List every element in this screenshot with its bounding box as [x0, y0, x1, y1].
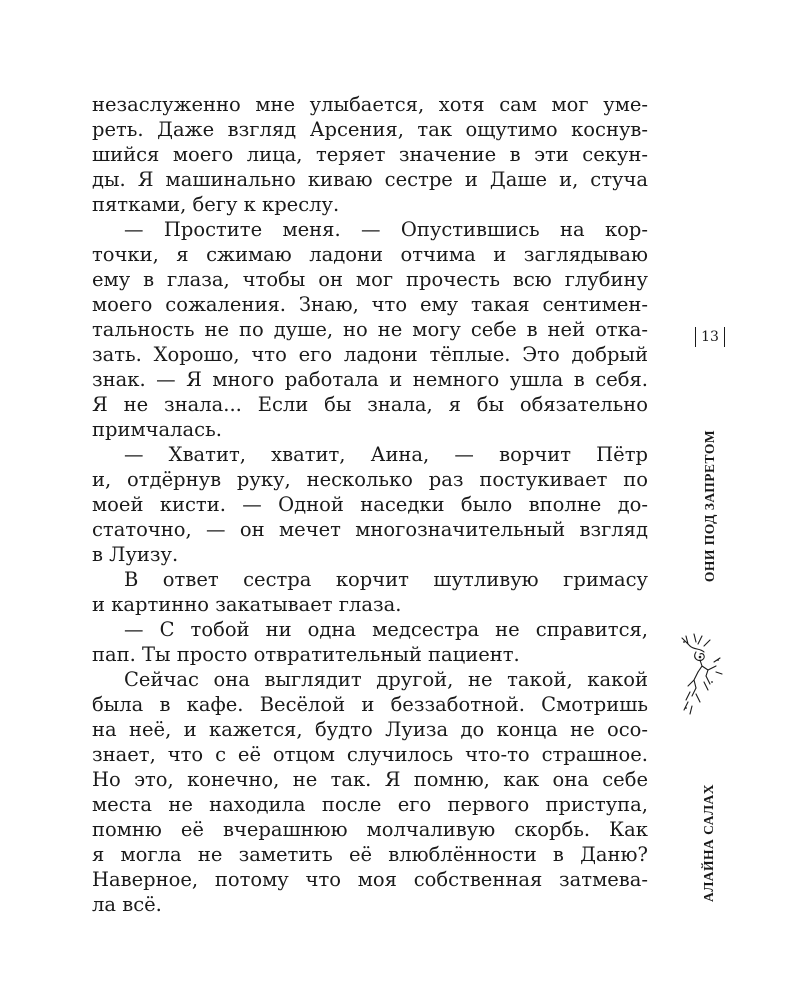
text-line: точки, я сжимаю ладони отчима и заглядываю: [92, 243, 648, 266]
text-line: незаслуженно мне улыбается, хотя сам мог уме-: [92, 93, 648, 116]
text-line: знак. — Я много работала и немного ушла в себя.: [92, 368, 648, 391]
page-number-frame: [695, 327, 725, 347]
text-line: Сейчас она выглядит другой, не такой, какой: [124, 668, 648, 691]
text-line: Наверное, потому что моя собственная затмева-: [92, 868, 648, 891]
text-line: Но это, конечно, не так. Я помню, как она себе: [92, 768, 648, 791]
text-line: Я не знала... Если бы знала, я бы обязательно: [92, 393, 648, 416]
text-line: — Хватит, хватит, Аина, — ворчит Пётр: [124, 443, 648, 466]
text-line: — Простите меня. — Опустившись на кор-: [124, 218, 648, 241]
author-name: АЛАЙНА САЛАХ: [701, 783, 716, 903]
text-line: ла всё.: [92, 893, 162, 916]
text-line: помню её вчерашнюю молчаливую скорбь. Как: [92, 818, 648, 841]
text-line: В ответ сестра корчит шутливую гримасу: [124, 568, 648, 591]
text-line: статочно, — он мечет многозначительный взгляд: [92, 518, 648, 541]
text-line: и, отдёрнув руку, несколько раз постукивает по: [92, 468, 648, 491]
text-line: на неё, и кажется, будто Луиза до конца не осо-: [92, 718, 648, 741]
text-line: была в кафе. Весёлой и беззаботной. Смотришь: [92, 693, 648, 716]
text-line: пятками, бегу к креслу.: [92, 193, 340, 216]
page-number: 13: [701, 329, 719, 345]
text-line: ему в глаза, чтобы он мог прочесть всю глубину: [92, 268, 648, 291]
book-title: ОНИ ПОД ЗАПРЕТОМ: [702, 429, 717, 583]
flourish-ornament-icon: [676, 632, 726, 716]
page-body-text: [92, 92, 648, 917]
text-line: места не находила после его первого приступа,: [92, 793, 648, 816]
text-line: шийся моего лица, теряет значение в эти секун-: [92, 143, 648, 166]
text-line: примчалась.: [92, 418, 222, 441]
text-line: — С тобой ни одна медсестра не справится,: [124, 618, 648, 641]
text-line: реть. Даже взгляд Арсения, так ощутимо коснув-: [92, 118, 648, 141]
text-line: в Луизу.: [92, 543, 179, 566]
text-line: тальность не по душе, но не могу себе в ней отка-: [92, 318, 648, 341]
text-line: и картинно закатывает глаза.: [92, 593, 402, 616]
text-line: пап. Ты просто отвратительный пациент.: [92, 643, 520, 666]
text-line: я могла не заметить её влюблённости в Даню?: [92, 843, 648, 866]
text-line: моей кисти. — Одной наседки было вполне до-: [92, 493, 648, 516]
text-line: зать. Хорошо, что его ладони тёплые. Это добрый: [92, 343, 648, 366]
text-line: ды. Я машинально киваю сестре и Даше и, стуча: [92, 168, 648, 191]
text-line: знает, что с её отцом случилось что-то страшное.: [92, 743, 648, 766]
text-line: моего сожаления. Знаю, что ему такая сентимен-: [92, 293, 648, 316]
